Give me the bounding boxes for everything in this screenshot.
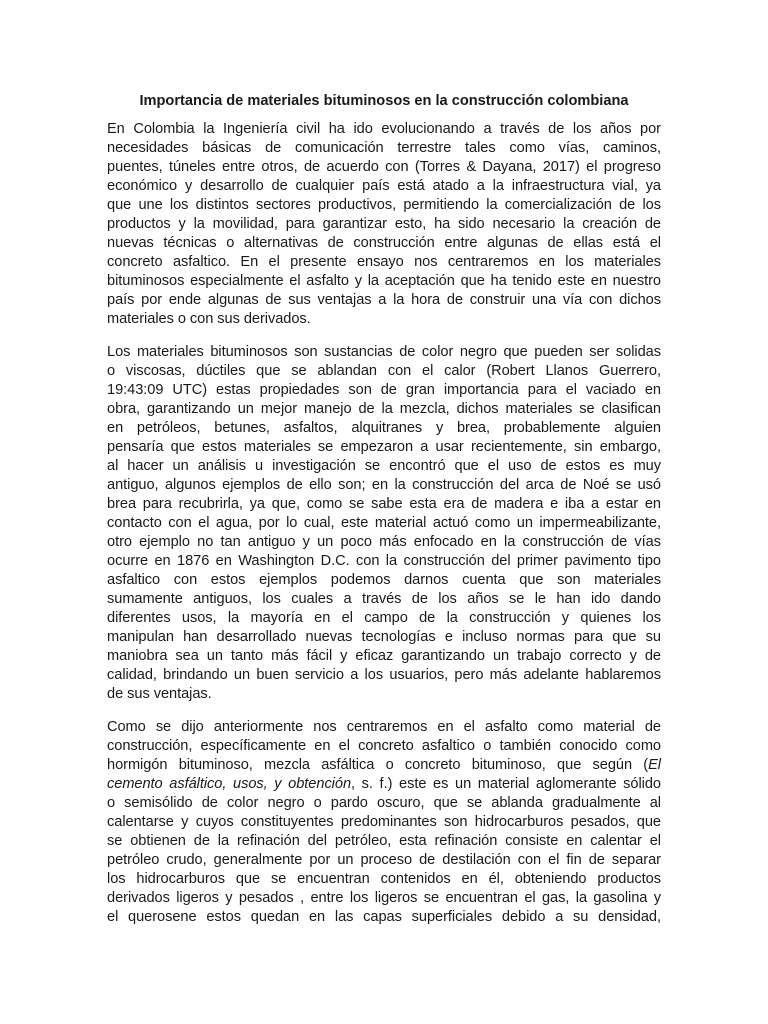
text-line: manipulan han desarrollado nuevas tecnologías e incluso normas para que su <box>107 629 661 645</box>
text-line: Como se dijo anteriormente nos centraremos en el asfalto como material de <box>107 719 661 735</box>
text-line: otro ejemplo no tan antiguo y un poco más enfocado en la construcción de vías <box>107 534 661 550</box>
text-line: bituminosos especialmente el asfalto y la aceptación que ha tenido este en nuestro <box>107 273 661 289</box>
text-line: derivados ligeros y pesados , entre los ligeros se encuentran el gas, la gasolina y <box>107 890 661 906</box>
text-line: ocurre en 1876 en Washington D.C. con la construcción del primer pavimento tipo <box>107 553 661 569</box>
text-line: contacto con el agua, por lo cual, este material actuó como un impermeabilizante, <box>107 515 661 531</box>
text-line: pensaría que estos materiales se empezaron a usar recientemente, sin embargo, <box>107 439 661 455</box>
text-line: petróleo crudo, generalmente por un proceso de destilación con el fin de separar <box>107 852 661 868</box>
paragraph-1 <box>107 120 661 329</box>
document-page <box>107 84 661 941</box>
text-line: se obtienen de la refinación del petróleo, esta refinación consiste en calentar el <box>107 833 661 849</box>
text-line: en petróleos, betunes, asfaltos, alquitranes y brea, probablemente alguien <box>107 420 661 436</box>
paragraph-3 <box>107 718 661 927</box>
text-line: construcción, específicamente en el concreto asfaltico o también conocido como <box>107 738 661 754</box>
text-line: asfaltico con estos ejemplos podemos darnos cuenta que son materiales <box>107 572 661 588</box>
text-line: el querosene estos quedan en las capas superficiales debido a su densidad, <box>107 909 661 925</box>
text-line: materiales o con sus derivados. <box>107 311 311 327</box>
text-line: cemento asfáltico, usos, y obtención, s. f.) este es un material aglomerante sólido <box>107 776 661 792</box>
text-line: calentarse y cuyos constituyentes predominantes son hidrocarburos pesados, que <box>107 814 661 830</box>
text-line: brea para recubrirla, ya que, como se sabe esta era de madera e iba a estar en <box>107 496 661 512</box>
text-line: o semisólido de color negro o pardo oscuro, que se ablanda gradualmente al <box>107 795 661 811</box>
text-line: En Colombia la Ingeniería civil ha ido evolucionando a través de los años por <box>107 121 661 137</box>
text-line: de sus ventajas. <box>107 686 212 702</box>
text-line: productos y la movilidad, para garantizar esto, ha sido necesario la creación de <box>107 216 661 232</box>
text-line: concreto asfaltico. En el presente ensayo nos centraremos en los materiales <box>107 254 661 270</box>
text-line: 19:43:09 UTC) estas propiedades son de gran importancia para el vaciado en <box>107 382 661 398</box>
text-line: antiguo, algunos ejemplos de ello son; en la construcción del arca de Noé se usó <box>107 477 661 493</box>
text-line: económico y desarrollo de cualquier país está atado a la infraestructura vial, ya <box>107 178 661 194</box>
text-line: nuevas técnicas o alternativas de construcción entre algunas de ellas está el <box>107 235 661 251</box>
text-line: que une los distintos sectores productivos, permitiendo la comercialización de los <box>107 197 661 213</box>
text-line: país por ende algunas de sus ventajas a la hora de construir una vía con dichos <box>107 292 661 308</box>
text-line: o viscosas, dúctiles que se ablandan con el calor (Robert Llanos Guerrero, <box>107 363 661 379</box>
document-title: Importancia de materiales bituminosos en la construcción colombiana <box>139 93 629 109</box>
text-line: puentes, túneles entre otros, de acuerdo con (Torres & Dayana, 2017) el progreso <box>107 159 661 175</box>
text-line: hormigón bituminoso, mezcla asfáltica o concreto bituminoso, que según (El <box>107 757 661 773</box>
text-line: calidad, brindando un buen servicio a los usuarios, pero más adelante hablaremos <box>107 667 661 683</box>
text-line: obra, garantizando un mejor manejo de la mezcla, dichos materiales se clasifican <box>107 401 661 417</box>
text-line: necesidades básicas de comunicación terrestre tales como vías, caminos, <box>107 140 661 156</box>
text-line: diferentes usos, la mayoría en el campo de la construcción y quienes los <box>107 610 661 626</box>
text-line: maniobra sea un tanto más fácil y eficaz garantizando un trabajo correcto y de <box>107 648 661 664</box>
paragraph-2 <box>107 343 661 704</box>
text-line: sumamente antiguos, los cuales a través de los años se le han ido dando <box>107 591 661 607</box>
text-line: los hidrocarburos que se encuentran contenidos en él, obteniendo productos <box>107 871 661 887</box>
text-line: Los materiales bituminosos son sustancias de color negro que pueden ser solidas <box>107 344 661 360</box>
text-line: al hacer un análisis u investigación se encontró que el uso de estos es muy <box>107 458 661 474</box>
